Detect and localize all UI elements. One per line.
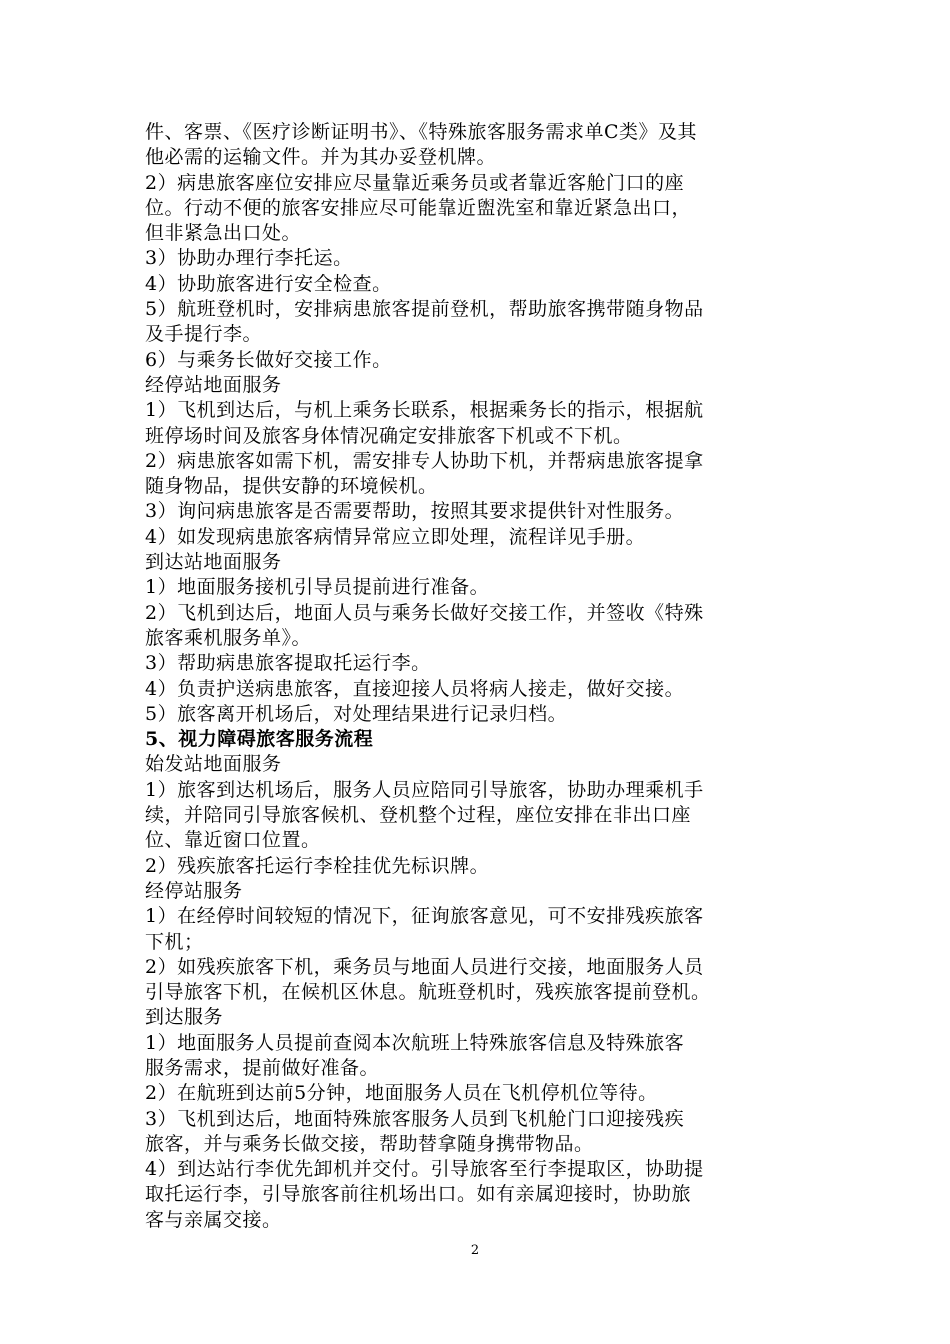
text-line: 2）病患旅客如需下机，需安排专人协助下机，并帮病患旅客提拿 [145,449,704,472]
text-line: 及手提行李。 [145,323,263,346]
text-line: 4）负责护送病患旅客，直接迎接人员将病人接走，做好交接。 [145,677,685,700]
text-line: 2）在航班到达前5分钟，地面服务人员在飞机停机位等待。 [145,1082,658,1105]
text-line: 1）在经停时间较短的情况下，征询旅客意见，可不安排残疾旅客 [145,905,704,928]
text-line: 但非紧急出口处。 [145,222,302,245]
text-line: 随身物品，提供安静的环境候机。 [145,475,438,498]
text-line: 5）旅客离开机场后，对处理结果进行记录归档。 [145,702,568,725]
text-line: 到达服务 [145,1006,224,1029]
text-line: 2）如残疾旅客下机，乘务员与地面人员进行交接，地面服务人员 [145,955,704,978]
text-line: 3）帮助病患旅客提取托运行李。 [145,652,431,675]
text-line: 件、客票、《医疗诊断证明书》、《特殊旅客服务需求单C类》及其 [145,121,698,143]
text-line: 3）协助办理行李托运。 [145,247,353,270]
text-line: 3）询问病患旅客是否需要帮助，按照其要求提供针对性服务。 [145,500,685,523]
text-line: 3）飞机到达后，地面特殊旅客服务人员到飞机舱门口迎接残疾 [145,1107,685,1130]
text-line: 2）飞机到达后，地面人员与乘务长做好交接工作，并签收《特殊 [145,601,704,624]
text-line: 位、靠近窗口位置。 [145,829,321,852]
text-line: 4）如发现病患旅客病情异常应立即处理，流程详见手册。 [145,525,646,548]
text-line: 1）地面服务人员提前查阅本次航班上特殊旅客信息及特殊旅客 [145,1031,685,1054]
text-line: 5）航班登机时，安排病患旅客提前登机，帮助旅客携带随身物品 [145,298,704,321]
text-line: 始发站地面服务 [145,753,282,776]
text-line: 4）到达站行李优先卸机并交付。引导旅客至行李提取区，协助提 [145,1158,704,1181]
text-line: 2）残疾旅客托运行李栓挂优先标识牌。 [145,854,490,877]
text-line: 位。行动不便的旅客安排应尽可能靠近盥洗室和靠近紧急出口， [145,196,692,219]
text-line: 1）飞机到达后，与机上乘务长联系，根据乘务长的指示，根据航 [145,399,704,422]
page-number: 2 [470,1243,480,1258]
text-line: 他必需的运输文件。并为其办妥登机牌。 [145,146,497,169]
text-line: 4）协助旅客进行安全检查。 [145,272,392,295]
text-line: 续，并陪同引导旅客候机、登机整个过程，座位安排在非出口座 [145,804,692,827]
text-line: 旅客，并与乘务长做交接，帮助替拿随身携带物品。 [145,1132,594,1155]
text-line: 经停站地面服务 [145,373,282,396]
text-line: 服务需求，提前做好准备。 [145,1056,380,1079]
text-line: 1）旅客到达机场后，服务人员应陪同引导旅客，协助办理乘机手 [145,778,704,801]
text-line: 1）地面服务接机引导员提前进行准备。 [145,576,490,599]
text-line: 引导旅客下机，在候机区休息。航班登机时，残疾旅客提前登机。 [145,981,711,1004]
text-line: 班停场时间及旅客身体情况确定安排旅客下机或不下机。 [145,424,633,447]
text-line: 2）病患旅客座位安排应尽量靠近乘务员或者靠近客舱门口的座 [145,171,685,194]
text-line: 下机； [145,930,204,953]
text-line: 到达站地面服务 [145,551,282,574]
section-heading: 5、视力障碍旅客服务流程 [145,728,374,751]
text-line: 旅客乘机服务单》。 [145,626,312,649]
text-line: 6）与乘务长做好交接工作。 [145,348,392,371]
text-line: 客与亲属交接。 [145,1208,282,1231]
text-line: 取托运行李，引导旅客前往机场出口。如有亲属迎接时，协助旅 [145,1183,692,1206]
text-line: 经停站服务 [145,879,243,902]
document-body [145,120,815,1233]
